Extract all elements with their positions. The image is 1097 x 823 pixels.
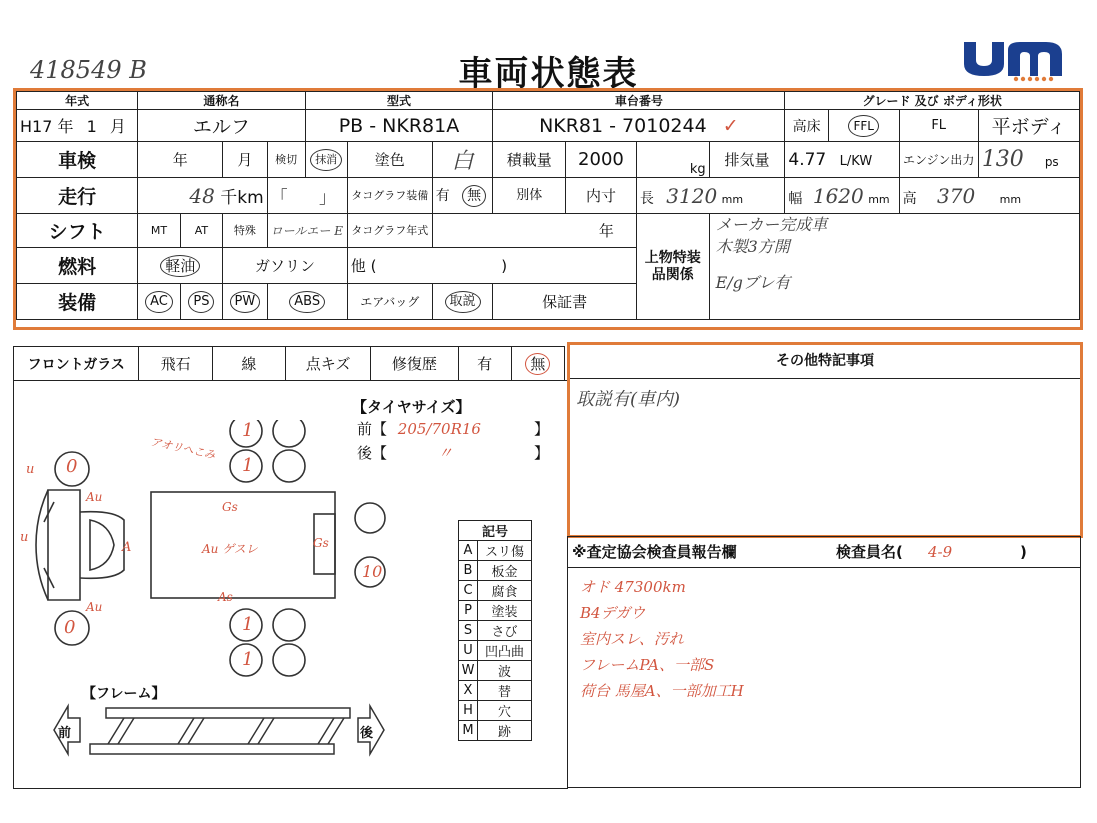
shift-at: AT — [180, 214, 222, 248]
vehicle-info-section — [13, 88, 1083, 330]
mileage-label: 走行 — [17, 178, 138, 214]
windshield-label: フロントガラス — [14, 347, 139, 381]
legend-row — [459, 721, 532, 741]
legend-value: 板金 — [478, 561, 532, 581]
inspector-report-heading: ※査定協会検査員報告欄 — [572, 543, 737, 561]
mark-sticker: アオリへこみ — [149, 435, 217, 462]
legend-key: U — [459, 641, 478, 661]
mark-u1: u — [26, 462, 35, 477]
extra-equipment-label: 上物特装品関係 — [636, 214, 709, 320]
symbol-legend — [458, 520, 532, 741]
chassis-no-value: NKR81 - 7010244 — [539, 114, 707, 137]
capacity-value: 2000 — [566, 142, 637, 178]
mark-u2: u — [20, 530, 29, 545]
legend-title: 記号 — [459, 521, 532, 541]
tacho-yes: 有 — [435, 187, 450, 204]
mark-a-cab: A — [122, 540, 132, 555]
legend-row — [459, 621, 532, 641]
paint-label: 塗色 — [347, 142, 432, 178]
inspection-month-unit: 月 — [223, 142, 267, 178]
chassis-check-mark: ✓ — [722, 114, 739, 137]
legend-row — [459, 701, 532, 721]
repair-no: 無 — [525, 353, 550, 375]
legend-value: 跡 — [478, 721, 532, 741]
frame-heading: 【フレーム】 — [82, 686, 166, 702]
length-value: 3120 — [666, 183, 718, 208]
shift-mt: MT — [138, 214, 180, 248]
other-notes-text: 取説有(車内) — [576, 389, 681, 410]
header-common-name: 通称名 — [138, 92, 305, 110]
displacement-unit: L/KW — [839, 153, 873, 169]
legend-key: P — [459, 601, 478, 621]
tacho-no: 無 — [462, 185, 486, 207]
legend-key: H — [459, 701, 478, 721]
engine-power-label: エンジン出力 — [899, 142, 978, 178]
extra-note-3: E/gブレ有 — [715, 273, 791, 292]
mark-bottom-wheel: 0 — [64, 617, 76, 638]
bed-fl-option: FL — [899, 110, 978, 142]
legend-value: 波 — [478, 661, 532, 681]
first-reg-year-unit: 年 — [57, 117, 74, 136]
mark-gs-top: Gs — [222, 500, 238, 514]
header-chassis-no: 車台番号 — [493, 92, 785, 110]
shift-special-note: ロールエー E — [267, 214, 347, 248]
bed-high-option: 高床 — [785, 110, 828, 142]
legend-key: S — [459, 621, 478, 641]
engine-power-unit: ps — [1044, 155, 1059, 169]
inner-dim-label: 内寸 — [566, 178, 637, 214]
legend-key: C — [459, 581, 478, 601]
inspector-name-label: 検査員名( — [836, 543, 903, 561]
model-value: PB - NKR81A — [305, 110, 493, 142]
legend-value: スリ傷 — [478, 541, 532, 561]
company-logo — [958, 34, 1068, 82]
shift-special: 特殊 — [223, 214, 267, 248]
legend-value: 腐食 — [478, 581, 532, 601]
legend-row — [459, 581, 532, 601]
tacho-year-label: タコグラフ年式 — [347, 214, 432, 248]
fuel-diesel: 軽油 — [160, 255, 200, 277]
windshield-chip: 飛石 — [139, 347, 212, 381]
displacement-value: 4.77 — [788, 149, 827, 170]
inspection-expired: 検切 — [267, 142, 305, 178]
extra-note-1: メーカー完成車 — [715, 215, 828, 234]
common-name-value: エルフ — [138, 110, 305, 142]
first-reg-month: 1 — [86, 117, 97, 136]
height-unit: mm — [999, 192, 1022, 206]
inspector-name-value: 4-9 — [928, 543, 953, 561]
tire-front-label: 前【 — [357, 420, 388, 438]
mark-gs-side: Gs — [313, 536, 329, 550]
inspection-year-unit: 年 — [138, 142, 223, 178]
other-notes-section — [567, 342, 1083, 538]
mark-wheel-r2: 1 — [242, 455, 254, 476]
tire-size-heading: 【タイヤサイズ】 — [352, 398, 471, 416]
legend-key: M — [459, 721, 478, 741]
frame-diagram — [44, 700, 394, 770]
inspector-report-section — [567, 536, 1081, 788]
mileage-bracket-close: 」 — [319, 188, 337, 208]
capacity-label: 積載量 — [493, 142, 566, 178]
width-value: 1620 — [812, 183, 864, 208]
mark-au-center: Au ゲスレ — [202, 542, 258, 556]
legend-row — [459, 601, 532, 621]
inspector-note-5: 荷台 馬屋A、一部加工H — [580, 682, 744, 700]
tacho-equipped-label: タコグラフ装備 — [347, 178, 432, 214]
capacity-unit: kg — [636, 142, 709, 178]
mark-wheel-r3: 1 — [242, 614, 254, 635]
width-label: 幅 — [788, 190, 803, 207]
mark-top-wheel: 0 — [66, 456, 78, 477]
equip-manual: 取説 — [445, 291, 481, 313]
equip-warranty: 保証書 — [493, 284, 637, 320]
mark-au-1: Au — [86, 490, 103, 504]
height-label: 高 — [902, 190, 917, 207]
inspector-name-close: ) — [1020, 543, 1027, 561]
tire-front-value: 205/70R16 — [397, 420, 481, 438]
legend-row — [459, 641, 532, 661]
equipment-label: 装備 — [17, 284, 138, 320]
mileage-bracket-open: 「 — [270, 188, 288, 208]
body-type-value: 平ボディ — [978, 110, 1079, 142]
length-label: 長 — [639, 190, 654, 207]
inspector-note-2: B4デガウ — [580, 604, 646, 622]
tire-front-close: 】 — [533, 420, 549, 438]
mileage-unit: 千km — [220, 188, 264, 208]
header-year-type: 年式 — [17, 92, 138, 110]
first-reg-month-unit: 月 — [109, 117, 126, 136]
equip-airbag: エアバッグ — [347, 284, 432, 320]
width-unit: mm — [868, 192, 890, 206]
tire-rear-label: 後【 — [357, 444, 388, 462]
frame-front-label: 前 — [58, 726, 72, 741]
other-notes-heading: その他特記事項 — [570, 345, 1080, 379]
repair-yes: 有 — [458, 347, 511, 381]
page-title: 車両状態表 — [458, 54, 639, 94]
extra-note-2: 木製3方開 — [715, 237, 790, 256]
bed-ffl-option: FFL — [848, 115, 879, 137]
document-number: 418549 B — [30, 56, 147, 84]
windshield-line: 線 — [212, 347, 285, 381]
inspection-label: 車検 — [17, 142, 138, 178]
inspection-deregistered: 抹消 — [310, 149, 342, 171]
repair-history-label: 修復歴 — [371, 347, 458, 381]
logo-mark-icon — [958, 34, 1068, 82]
shift-label: シフト — [17, 214, 138, 248]
tire-rear-close: 】 — [533, 444, 549, 462]
length-unit: mm — [721, 192, 744, 206]
mileage-value: 48 — [189, 184, 215, 208]
legend-value: 穴 — [478, 701, 532, 721]
inspector-note-1: オド 47300km — [580, 578, 686, 596]
windshield-table — [13, 346, 565, 381]
equip-abs: ABS — [289, 291, 325, 313]
legend-row — [459, 541, 532, 561]
legend-key: B — [459, 561, 478, 581]
inspector-note-3: 室内スレ、汚れ — [580, 630, 684, 648]
mark-spare: 10 — [362, 562, 383, 581]
legend-value: 凹凸曲 — [478, 641, 532, 661]
mark-wheel-r4: 1 — [242, 649, 254, 670]
legend-value: 塗装 — [478, 601, 532, 621]
legend-key: X — [459, 681, 478, 701]
first-reg-era: H17 — [20, 117, 53, 136]
fuel-other: 他 ( — [350, 257, 377, 275]
legend-key: A — [459, 541, 478, 561]
equip-pw: PW — [230, 291, 261, 313]
tire-rear-value: 〃 — [437, 444, 453, 462]
equip-ac: AC — [145, 291, 173, 313]
mark-au-2: Au — [86, 600, 103, 614]
vehicle-info-table — [16, 91, 1080, 320]
inspector-note-4: フレームPA、一部S — [580, 656, 715, 674]
header-grade-body: グレード 及び ボディ形状 — [785, 92, 1080, 110]
height-value: 370 — [937, 183, 976, 208]
mark-wheel-r1: 1 — [242, 420, 254, 441]
tacho-year-unit: 年 — [432, 214, 636, 248]
legend-value: 替 — [478, 681, 532, 701]
fuel-label: 燃料 — [17, 248, 138, 284]
displacement-label: 排気量 — [709, 142, 785, 178]
windshield-spot: 点キズ — [285, 347, 370, 381]
equip-ps: PS — [188, 291, 214, 313]
engine-power-value: 130 — [981, 147, 1024, 172]
legend-key: W — [459, 661, 478, 681]
tacho-separate: 別体 — [493, 178, 566, 214]
fuel-other-close: ) — [501, 257, 508, 275]
frame-rear-label: 後 — [360, 726, 374, 741]
legend-value: さび — [478, 621, 532, 641]
legend-row — [459, 661, 532, 681]
legend-row — [459, 561, 532, 581]
mark-as-bottom: As — [218, 590, 233, 604]
header-model: 型式 — [305, 92, 493, 110]
legend-row — [459, 681, 532, 701]
fuel-gasoline: ガソリン — [223, 248, 348, 284]
paint-value: 白 — [432, 142, 493, 178]
